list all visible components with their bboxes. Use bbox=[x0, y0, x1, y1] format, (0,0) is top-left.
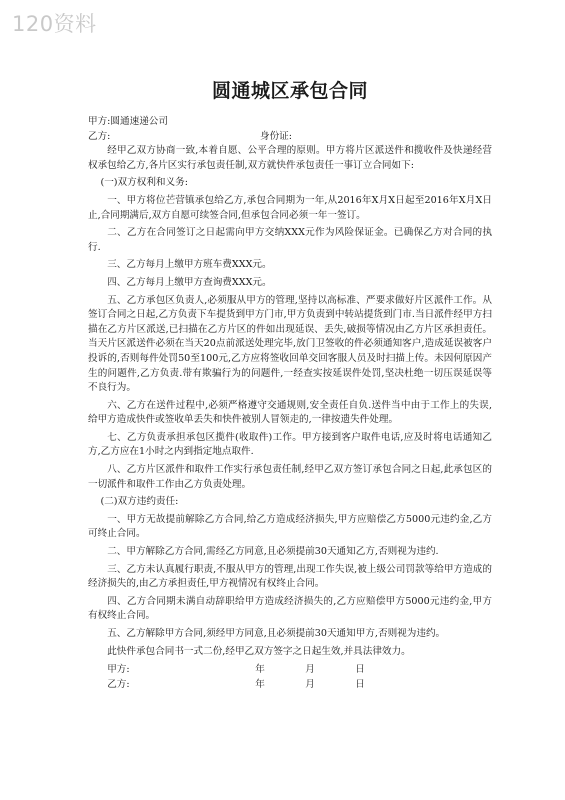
clause-8: 八、乙方片区派件和取件工作实行承包责任制,经甲乙双方签订承包合同之日起,此承包区的一切派件和取件工作由乙方负责处理。 bbox=[88, 464, 492, 490]
sign-party-a-label: 甲方: bbox=[107, 664, 130, 676]
watermark-logo: 120资料 bbox=[12, 12, 97, 36]
document-title: 圆通城区承包合同 bbox=[211, 80, 368, 102]
clause-3: 三、乙方每月上缴甲方班车费XXX元。 bbox=[107, 259, 272, 271]
contract-document bbox=[88, 76, 492, 692]
intro-paragraph: 经甲乙双方协商一致,本着自愿、公平合理的原则。甲方将片区派送件和揽收件及快递经营权承包给乙方,各片区实行承包责任制,双方就快件承包责任一事订立合同如下: bbox=[88, 145, 492, 171]
party-b-line bbox=[88, 130, 492, 145]
sign-year-a: 年 bbox=[255, 664, 265, 676]
sign-day-a: 日 bbox=[355, 664, 365, 676]
breach-clause-2: 二、甲方解除乙方合同,需经乙方同意,且必须提前30天通知乙方,否则视为违约. bbox=[107, 546, 439, 558]
party-a-line: 甲方:圆通速递公司 bbox=[88, 116, 168, 127]
sign-month-b: 月 bbox=[305, 679, 315, 691]
signature-party-a bbox=[88, 662, 492, 677]
sign-day-b: 日 bbox=[355, 679, 365, 691]
breach-clause-1: 一、甲方无故提前解除乙方合同,给乙方造成经济损失,甲方应赔偿乙方5000元违约金,乙方可终止合同。 bbox=[88, 513, 492, 540]
sign-date-b bbox=[255, 677, 405, 692]
breach-clause-5: 五、乙方解除甲方合同,须经甲方同意,且必须提前30天通知甲方,否则视为违约。 bbox=[107, 628, 446, 639]
sign-year-b: 年 bbox=[255, 679, 265, 691]
breach-clause-3: 三、乙方未认真履行职责,不服从甲方的管理,出现工作失误,被上级公司罚款等给甲方造成的经济损失的,由乙方承担责任,甲方视情况有权终止合同。 bbox=[88, 563, 492, 590]
sign-party-b-label: 乙方: bbox=[107, 679, 130, 691]
id-card-label: 身份证: bbox=[260, 130, 293, 142]
clause-7: 七、乙方负责承担承包区揽件(收取件)工作。甲方接到客户取件电话,应及时将电话通知乙方,乙方应在1小时之内到指定地点取件. bbox=[88, 431, 492, 458]
clause-6: 六、乙方在送件过程中,必须严格遵守交通规则,安全责任自负.送件当中由于工作上的失误,给甲方造成快件或签收单丢失和快件被别人冒领走的,一律按遗失件处理。 bbox=[88, 399, 492, 426]
clause-5: 五、乙方承包区负责人,必须服从甲方的管理,坚持以高标准、严要求做好片区派件工作。从签订合同之日起,乙方负责下车提货到甲方门市,甲方负责到中转站提货到门市.当日派件经甲方扫描在乙方片区派送,已扫描在乙方片区的件如出现延误、丢失,破损等情况由乙方片区承担责任。当天片区派送件必须在当天20点前派送处理完毕,放门卫签收的件必须通知客户,造成延误被客户投诉的,否则每件处罚50至100元,乙方应将签收回单交回客服人员及时扫描上传。未因何原因产生的问题件,乙方负责.带有欺骗行为的问题件,一经查实按延误件处罚,坚决杜绝一切压误延误等不良行为。 bbox=[88, 294, 492, 394]
party-b-label: 乙方: bbox=[88, 130, 111, 142]
section-rights-heading: (一)双方权利和义务: bbox=[100, 177, 188, 189]
clause-2: 二、乙方在合同签订之日起需向甲方交纳XXX元作为风险保证金。已确保乙方对合同的执行. bbox=[88, 227, 492, 253]
breach-clause-4: 四、乙方合同期未满自动辞职给甲方造成经济损失的,乙方应赔偿甲方5000元违约金,甲方有权终止合同。 bbox=[88, 595, 492, 622]
signature-party-b bbox=[88, 677, 492, 692]
clause-4: 四、乙方每月上缴甲方查询费XXX元。 bbox=[107, 276, 272, 288]
sign-date-a bbox=[255, 662, 405, 677]
closing-paragraph: 此快件承包合同书一式二份,经甲乙双方签字之日起生效,并具法律效力。 bbox=[107, 645, 411, 657]
clause-1: 一、甲方将位芒营镇承包给乙方,承包合同期为一年,从2016年X月X日起至2016年X月X日止,合同期满后,双方自愿可续签合同,但承包合同必须一年一签订。 bbox=[88, 194, 492, 221]
section-breach-heading: (二)双方违约责任: bbox=[100, 496, 179, 508]
sign-month-a: 月 bbox=[305, 664, 315, 676]
